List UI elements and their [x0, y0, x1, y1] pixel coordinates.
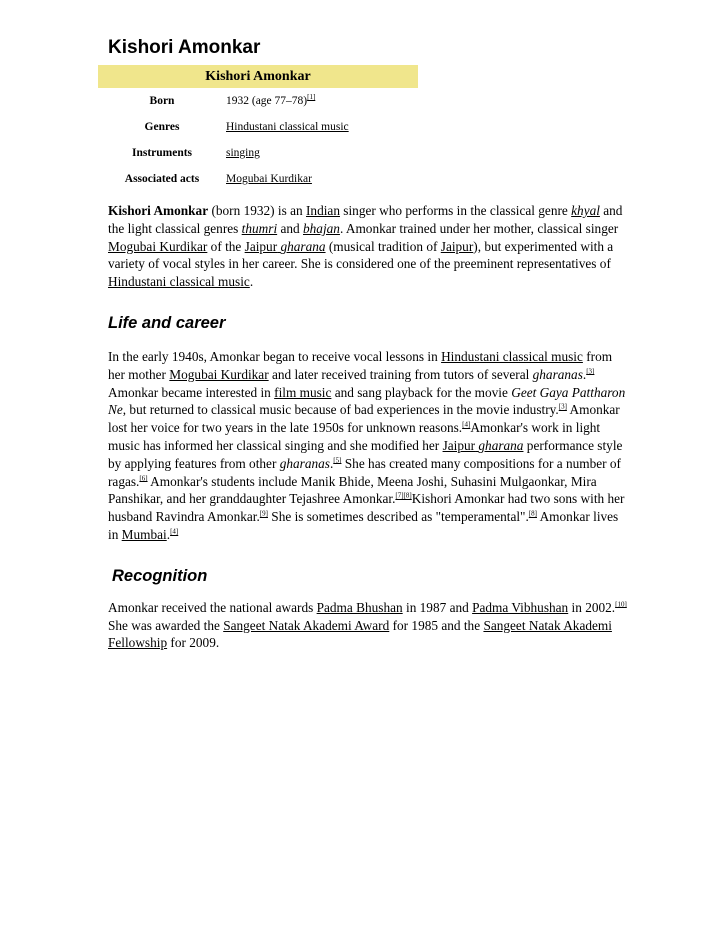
text: Kishori Amonkar had two sons with her husband Ravindra Amonkar.: [108, 491, 625, 525]
infobox-label: Instruments: [131, 147, 193, 159]
link-text: bhajan: [303, 220, 340, 236]
infobox-row-instruments: [98, 140, 418, 166]
infobox-label: Born: [149, 95, 175, 107]
link-jaipur-gharana[interactable]: [245, 239, 326, 254]
infobox-label: Genres: [144, 121, 180, 133]
text: in 1987 and: [402, 599, 473, 615]
text: of the: [207, 238, 245, 254]
section-heading-recognition: Recognition: [112, 566, 208, 585]
link-padma-bhushan[interactable]: Padma Bhushan: [316, 599, 403, 615]
ref-link[interactable]: [8]: [528, 509, 537, 518]
text: She has created many compositions for a number of ragas.: [108, 455, 621, 489]
text: in 2002.: [568, 599, 616, 615]
text: for 1985 and the: [389, 617, 484, 633]
infobox-value: [226, 88, 418, 114]
text: .: [329, 455, 334, 471]
text: Amonkar received the national awards: [108, 599, 317, 615]
text: and the light classical genres: [108, 203, 623, 236]
born-value: 1932 (age 77–78): [226, 95, 308, 107]
ref-link[interactable]: [5]: [333, 456, 342, 465]
text: .: [582, 366, 587, 382]
infobox-row-born: [98, 88, 418, 114]
text: and sang playback for the movie: [331, 384, 512, 400]
link-hindustani-classical-music[interactable]: Hindustani classical music: [441, 348, 583, 364]
movie-title: Geet Gaya Pattharon Ne: [108, 384, 626, 418]
text: (born 1932) is an: [208, 203, 306, 218]
ref-link[interactable]: [3]: [586, 367, 595, 376]
link-mumbai[interactable]: Mumbai: [121, 526, 167, 542]
link-sangeet-natak-akademi-fellowship[interactable]: Sangeet Natak Akademi Fellowship: [108, 617, 612, 651]
life-paragraph: [108, 348, 628, 544]
page-title: Kishori Amonkar: [108, 37, 261, 58]
text: In the early 1940s, Amonkar began to receive vocal lessons in: [108, 348, 442, 364]
ref-link[interactable]: [10]: [615, 600, 627, 609]
associated-acts-link[interactable]: Mogubai Kurdikar: [226, 173, 312, 185]
infobox-row-genres: [98, 114, 418, 140]
ref-link[interactable]: [4]: [170, 527, 179, 536]
link-mogubai-kurdikar[interactable]: Mogubai Kurdikar: [108, 238, 208, 254]
link-text: gharana: [280, 238, 326, 254]
text: She is sometimes described as "temperamental".: [267, 509, 529, 525]
text: . Amonkar trained under her mother, classical singer: [339, 220, 619, 236]
text: for 2009.: [167, 635, 220, 651]
section-heading-life-and-career: Life and career: [108, 313, 226, 332]
link-thumri[interactable]: [242, 221, 277, 236]
link-jaipur-gharana[interactable]: [443, 438, 524, 453]
text: performance style by applying features from other: [108, 437, 623, 471]
ref-link[interactable]: [1]: [307, 93, 316, 102]
link-khyal[interactable]: [571, 203, 600, 218]
infobox: [98, 65, 418, 192]
subject-name: Kishori Amonkar: [108, 203, 209, 218]
link-jaipur[interactable]: Jaipur: [440, 238, 474, 254]
ref-link[interactable]: [4]: [462, 420, 471, 429]
link-indian[interactable]: Indian: [306, 203, 340, 218]
link-film-music[interactable]: film music: [274, 384, 332, 400]
ref-link[interactable]: [6]: [139, 474, 148, 483]
instruments-link[interactable]: singing: [226, 147, 260, 159]
link-padma-vibhushan[interactable]: Padma Vibhushan: [472, 599, 569, 615]
text: Amonkar lives in: [108, 509, 619, 542]
link-bhajan[interactable]: [303, 221, 340, 236]
link-mogubai-kurdikar[interactable]: Mogubai Kurdikar: [169, 366, 269, 382]
ref-link[interactable]: [3]: [558, 402, 567, 411]
text: Amonkar's work in light music has informed her classical singing and she modified her: [108, 420, 601, 453]
text: , but returned to classical music because of bad experiences in the movie industry.: [122, 402, 559, 418]
infobox-caption: Kishori Amonkar: [98, 65, 418, 88]
text: gharanas: [532, 366, 583, 382]
genres-link[interactable]: Hindustani classical music: [226, 121, 349, 133]
ref-link[interactable]: [9]: [259, 509, 268, 518]
text: .: [166, 526, 171, 542]
infobox-row-associated-acts: [98, 166, 418, 192]
text: ), but experimented with a variety of vocal styles in her career. She is considered one of the preeminent representatives of: [108, 238, 614, 272]
ref-link[interactable]: [7][8]: [395, 491, 412, 500]
text: Amonkar's students include Manik Bhide, Meena Joshi, Suhasini Mulgaonkar, Mira Panshikar, and her granddaughter Tejashree Amonkar.: [108, 473, 597, 507]
text: Amonkar lost her voice for two years in the late 1950s for unknown reasons.: [108, 402, 620, 436]
text: from her mother: [108, 348, 613, 382]
text: Amonkar became interested in: [108, 384, 275, 400]
text: gharanas: [279, 455, 330, 471]
text: She was awarded the: [108, 617, 224, 633]
link-text: khyal: [571, 203, 600, 218]
link-text: thumri: [241, 220, 278, 236]
text: singer who performs in the classical genre: [339, 203, 572, 218]
lead-paragraph: [108, 202, 628, 291]
text: and later received training from tutors of several: [268, 366, 533, 382]
text: and: [277, 220, 303, 236]
link-text: Jaipur: [244, 238, 278, 254]
link-hindustani-classical-music[interactable]: Hindustani classical music: [108, 274, 250, 290]
link-text: Jaipur: [442, 437, 476, 453]
link-text: gharana: [478, 437, 524, 453]
article: [108, 36, 628, 652]
recognition-paragraph: [108, 599, 628, 652]
link-sangeet-natak-akademi-award[interactable]: Sangeet Natak Akademi Award: [223, 617, 390, 633]
infobox-label: Associated acts: [124, 173, 200, 185]
text: (musical tradition of: [325, 238, 441, 254]
text: .: [249, 274, 254, 290]
